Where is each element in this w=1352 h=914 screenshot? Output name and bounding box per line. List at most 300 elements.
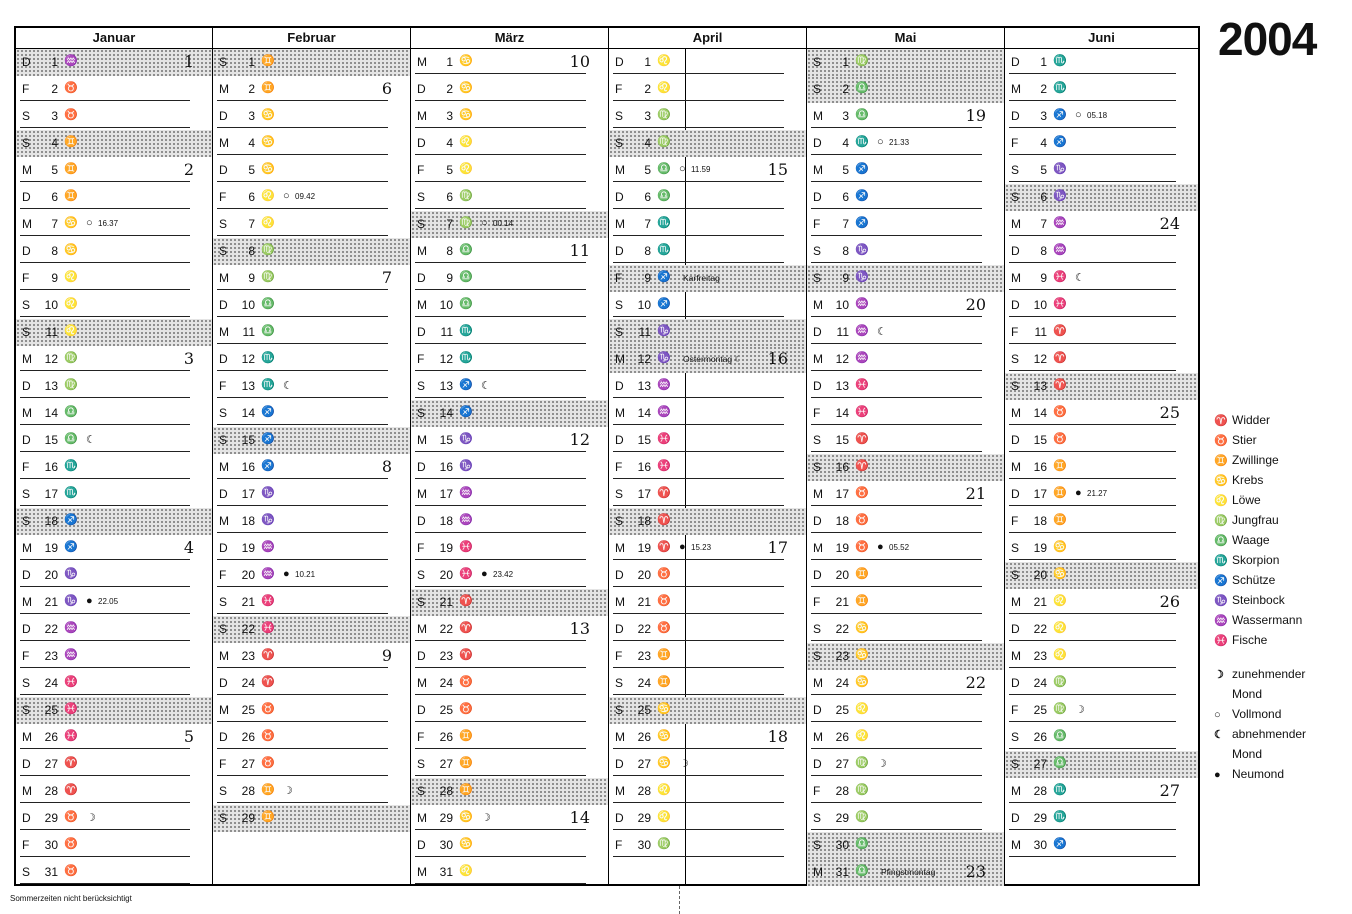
day-row	[213, 724, 410, 751]
weekday-letter: S	[1011, 190, 1020, 204]
day-number: 18	[439, 514, 453, 528]
legend-label: Löwe	[1232, 493, 1261, 507]
writing-line	[415, 829, 586, 830]
legend-label: Steinbock	[1232, 593, 1285, 607]
zodiac-icon: ♎	[657, 163, 671, 175]
day-number: 30	[1033, 838, 1047, 852]
footer-note: Sommerzeiten nicht berücksichtigt	[10, 894, 132, 903]
day-row	[807, 562, 1004, 589]
weekday-letter: S	[417, 406, 426, 420]
writing-line	[613, 829, 784, 830]
writing-line	[811, 532, 982, 533]
day-row	[411, 724, 608, 751]
zodiac-icon: ♐	[261, 433, 275, 445]
writing-line	[613, 478, 784, 479]
day-row	[213, 481, 410, 508]
weekday-letter: F	[813, 217, 821, 231]
writing-line	[217, 343, 388, 344]
zodiac-icon: ♒	[64, 622, 78, 634]
writing-line	[20, 100, 190, 101]
weekday-letter: D	[417, 271, 426, 285]
weekday-letter: S	[615, 136, 624, 150]
writing-line	[811, 721, 982, 722]
day-number: 7	[248, 217, 255, 231]
weekday-letter: F	[615, 460, 623, 474]
month-column-märz	[411, 28, 609, 884]
day-row	[213, 643, 410, 670]
legend-label: Stier	[1232, 433, 1257, 447]
weekday-letter: D	[219, 676, 228, 690]
day-row	[1005, 670, 1198, 697]
day-number: 24	[44, 676, 58, 690]
day-number: 10	[1033, 298, 1047, 312]
day-row	[213, 130, 410, 157]
legend-symbol-icon: ♊	[1214, 455, 1228, 467]
day-number: 25	[637, 703, 651, 717]
zodiac-icon: ♓	[855, 406, 869, 418]
legend-item	[1214, 430, 1349, 450]
zodiac-icon: ♍	[1053, 703, 1067, 715]
writing-line	[811, 586, 982, 587]
moon-phase-icon: ☾	[877, 326, 887, 338]
day-number: 7	[446, 217, 453, 231]
moon-phase-icon: ○	[86, 217, 93, 229]
zodiac-icon: ♒	[261, 541, 275, 553]
weekday-letter: S	[219, 406, 228, 420]
writing-line	[1009, 262, 1176, 263]
weekday-letter: D	[417, 649, 426, 663]
zodiac-icon: ♌	[261, 190, 275, 202]
day-number: 25	[439, 703, 453, 717]
writing-line	[415, 478, 586, 479]
weekday-letter: S	[813, 811, 822, 825]
legend-symbol-icon: ☾	[1214, 729, 1224, 741]
writing-line	[613, 856, 784, 857]
day-row	[16, 724, 212, 751]
moon-phase-icon: ○	[283, 190, 290, 202]
day-row	[411, 238, 608, 265]
writing-line	[613, 613, 784, 614]
zodiac-icon: ♓	[855, 379, 869, 391]
day-row	[609, 535, 806, 562]
zodiac-icon: ♐	[855, 217, 869, 229]
zodiac-icon: ♌	[459, 865, 473, 877]
zodiac-icon: ♐	[1053, 838, 1067, 850]
zodiac-icon: ♎	[459, 271, 473, 283]
writing-line	[811, 208, 982, 209]
day-row	[411, 805, 608, 832]
weekday-letter: D	[417, 136, 426, 150]
day-number: 9	[1040, 271, 1047, 285]
weekday-letter: M	[22, 730, 32, 744]
day-number: 5	[644, 163, 651, 177]
writing-line	[811, 154, 982, 155]
weekday-letter: M	[219, 325, 229, 339]
holiday-label: Karfreitag	[683, 273, 720, 283]
day-row	[16, 832, 212, 859]
day-row	[1005, 508, 1198, 535]
day-row	[807, 346, 1004, 373]
zodiac-icon: ♓	[657, 433, 671, 445]
zodiac-icon: ♏	[1053, 811, 1067, 823]
day-number: 8	[644, 244, 651, 258]
writing-line	[1009, 856, 1176, 857]
week-number: 8	[381, 457, 392, 476]
legend-symbol-icon: ○	[1214, 709, 1221, 721]
weekday-letter: M	[417, 298, 427, 312]
zodiac-icon: ♉	[855, 514, 869, 526]
day-row	[807, 157, 1004, 184]
day-number: 5	[842, 163, 849, 177]
day-row	[807, 373, 1004, 400]
weekday-letter: D	[1011, 298, 1020, 312]
writing-line	[613, 100, 784, 101]
day-number: 21	[1033, 595, 1047, 609]
weekday-letter: D	[22, 190, 31, 204]
day-number: 14	[241, 406, 255, 420]
weekday-letter: D	[813, 325, 822, 339]
writing-line	[217, 424, 388, 425]
zodiac-icon: ♒	[855, 298, 869, 310]
moon-phase-icon: ☾	[481, 380, 491, 392]
day-row	[213, 535, 410, 562]
day-number: 19	[44, 541, 58, 555]
week-number: 15	[767, 160, 788, 179]
writing-line	[415, 208, 586, 209]
day-row	[16, 427, 212, 454]
day-number: 20	[637, 568, 651, 582]
day-number: 4	[248, 136, 255, 150]
legend-label: Fische	[1232, 633, 1268, 647]
day-row	[213, 616, 410, 643]
moon-phase-time: 00.14	[493, 219, 514, 228]
zodiac-icon: ♓	[64, 676, 78, 688]
day-number: 12	[637, 352, 651, 366]
day-number: 25	[1033, 703, 1047, 717]
weekday-letter: D	[813, 379, 822, 393]
legend-symbol-icon: ☽	[1214, 669, 1224, 681]
day-number: 14	[835, 406, 849, 420]
day-row	[411, 211, 608, 238]
week-number: 19	[965, 106, 986, 125]
weekday-letter: S	[615, 325, 624, 339]
day-number: 22	[637, 622, 651, 636]
legend-label: Zwillinge	[1232, 453, 1279, 467]
day-number: 9	[446, 271, 453, 285]
day-row	[807, 454, 1004, 481]
weekday-letter: F	[22, 82, 30, 96]
zodiac-icon: ♊	[459, 784, 473, 796]
day-number: 3	[446, 109, 453, 123]
zodiac-icon: ♒	[1053, 244, 1067, 256]
day-row	[213, 454, 410, 481]
zodiac-icon: ♏	[657, 217, 671, 229]
day-row	[609, 670, 806, 697]
weekday-letter: D	[22, 757, 31, 771]
day-number: 11	[1034, 325, 1047, 339]
weekday-letter: F	[813, 406, 821, 420]
writing-line	[1009, 802, 1176, 803]
weekday-letter: S	[813, 622, 822, 636]
day-number: 5	[1040, 163, 1047, 177]
weekday-letter: S	[615, 703, 624, 717]
writing-line	[217, 559, 388, 560]
legend-item	[1214, 630, 1349, 650]
day-number: 4	[644, 136, 651, 150]
day-number: 4	[842, 136, 849, 150]
day-row	[16, 265, 212, 292]
writing-line	[1009, 73, 1176, 74]
day-row	[807, 319, 1004, 346]
day-number: 7	[842, 217, 849, 231]
weekday-letter: F	[417, 541, 425, 555]
day-row	[1005, 400, 1198, 427]
day-number: 17	[1033, 487, 1047, 501]
day-row	[807, 751, 1004, 778]
day-number: 28	[439, 784, 453, 798]
week-number: 17	[767, 538, 788, 557]
day-number: 29	[241, 811, 255, 825]
zodiac-icon: ♈	[657, 487, 671, 499]
weekday-letter: S	[219, 217, 228, 231]
zodiac-icon: ♓	[261, 595, 275, 607]
day-number: 28	[1033, 784, 1047, 798]
zodiac-icon: ♉	[64, 865, 78, 877]
weekday-letter: F	[22, 649, 30, 663]
zodiac-icon: ♎	[1053, 757, 1067, 769]
zodiac-icon: ♈	[1053, 379, 1067, 391]
writing-line	[811, 235, 982, 236]
zodiac-icon: ♊	[64, 163, 78, 175]
day-number: 16	[835, 460, 849, 474]
writing-line	[20, 829, 190, 830]
zodiac-icon: ♉	[657, 595, 671, 607]
legend-label: Waage	[1232, 533, 1270, 547]
writing-line	[1009, 694, 1176, 695]
weekday-letter: D	[615, 379, 624, 393]
day-row	[807, 643, 1004, 670]
day-number: 24	[1033, 676, 1047, 690]
day-number: 28	[637, 784, 651, 798]
day-number: 18	[835, 514, 849, 528]
legend-symbol-icon: ♐	[1214, 575, 1228, 587]
writing-line	[811, 127, 982, 128]
day-number: 15	[241, 433, 255, 447]
zodiac-icon: ♊	[261, 55, 275, 67]
day-row	[213, 157, 410, 184]
zodiac-icon: ♍	[657, 136, 671, 148]
day-number: 3	[842, 109, 849, 123]
weekday-letter: S	[615, 676, 624, 690]
writing-line	[217, 478, 388, 479]
day-row	[609, 130, 806, 157]
weekday-letter: M	[813, 352, 823, 366]
weekday-letter: S	[22, 865, 31, 879]
weekday-letter: M	[22, 595, 32, 609]
weekday-letter: M	[615, 217, 625, 231]
zodiac-icon: ♌	[1053, 649, 1067, 661]
zodiac-icon: ♒	[855, 352, 869, 364]
legend-item	[1214, 590, 1349, 610]
day-number: 6	[51, 190, 58, 204]
zodiac-icon: ♈	[855, 460, 869, 472]
writing-line	[415, 370, 586, 371]
day-number: 22	[439, 622, 453, 636]
day-number: 23	[637, 649, 651, 663]
day-row	[807, 400, 1004, 427]
writing-line	[217, 694, 388, 695]
day-row	[213, 589, 410, 616]
writing-line	[1009, 613, 1176, 614]
writing-line	[1009, 181, 1176, 182]
weekday-letter: D	[615, 568, 624, 582]
zodiac-icon: ♓	[1053, 271, 1067, 283]
zodiac-icon: ♎	[855, 838, 869, 850]
day-row	[1005, 76, 1198, 103]
zodiac-icon: ♊	[64, 136, 78, 148]
writing-line	[415, 721, 586, 722]
day-number: 20	[439, 568, 453, 582]
day-number: 13	[835, 379, 849, 393]
writing-line	[217, 748, 388, 749]
legend-symbol-icon: ♎	[1214, 535, 1228, 547]
writing-line	[415, 667, 586, 668]
day-number: 6	[644, 190, 651, 204]
month-column-februar	[213, 28, 411, 884]
day-number: 20	[835, 568, 849, 582]
day-number: 26	[835, 730, 849, 744]
zodiac-icon: ♍	[459, 190, 473, 202]
weekday-letter: S	[813, 82, 822, 96]
zodiac-icon: ♐	[64, 541, 78, 553]
weekday-letter: M	[22, 784, 32, 798]
weekday-letter: S	[417, 190, 426, 204]
day-row	[609, 481, 806, 508]
weekday-letter: F	[615, 649, 623, 663]
zodiac-icon: ♌	[657, 811, 671, 823]
day-row	[807, 103, 1004, 130]
zodiac-icon: ♒	[64, 55, 78, 67]
day-number: 12	[44, 352, 58, 366]
day-row	[1005, 589, 1198, 616]
week-number: 20	[965, 295, 986, 314]
zodiac-icon: ♊	[261, 82, 275, 94]
legend-item	[1214, 530, 1349, 550]
moon-phase-time: 10.21	[295, 570, 316, 579]
day-row	[411, 130, 608, 157]
zodiac-icon: ♑	[64, 568, 78, 580]
day-number: 14	[44, 406, 58, 420]
day-row	[411, 535, 608, 562]
day-number: 23	[835, 649, 849, 663]
writing-line	[20, 613, 190, 614]
day-row	[807, 616, 1004, 643]
zodiac-icon: ♑	[1053, 190, 1067, 202]
weekday-letter: M	[1011, 406, 1021, 420]
writing-line	[1009, 100, 1176, 101]
weekday-letter: M	[417, 676, 427, 690]
weekday-letter: F	[417, 352, 425, 366]
moon-phase-time: 16.37	[98, 219, 119, 228]
day-number: 11	[242, 325, 255, 339]
day-row	[1005, 724, 1198, 751]
writing-line	[415, 343, 586, 344]
weekday-letter: F	[417, 730, 425, 744]
zodiac-icon: ♋	[459, 109, 473, 121]
legend-label: Schütze	[1232, 573, 1276, 587]
weekday-letter: S	[1011, 163, 1020, 177]
weekday-letter: D	[219, 109, 228, 123]
moon-phase-icon: ☽	[877, 758, 887, 770]
day-row	[609, 49, 806, 76]
zodiac-icon: ♊	[1053, 487, 1067, 499]
day-row	[213, 562, 410, 589]
weekday-letter: M	[813, 109, 823, 123]
day-number: 1	[446, 55, 453, 69]
writing-line	[20, 262, 190, 263]
weekday-letter: S	[417, 757, 426, 771]
month-column-juni	[1005, 28, 1198, 884]
day-row	[213, 400, 410, 427]
zodiac-icon: ♒	[855, 325, 869, 337]
day-number: 9	[644, 271, 651, 285]
day-row	[411, 454, 608, 481]
day-number: 10	[439, 298, 453, 312]
legend-label: Jungfrau	[1232, 513, 1279, 527]
zodiac-icon: ♓	[261, 622, 275, 634]
day-number: 26	[1033, 730, 1047, 744]
writing-line	[20, 802, 190, 803]
day-number: 27	[1033, 757, 1047, 771]
weekday-letter: M	[615, 595, 625, 609]
legend-item	[1214, 724, 1349, 744]
weekday-letter: S	[219, 622, 228, 636]
day-row	[411, 49, 608, 76]
writing-line	[1009, 316, 1176, 317]
zodiac-icon: ♋	[1053, 541, 1067, 553]
moon-phase-icon: ☽	[679, 758, 689, 770]
zodiac-icon: ♈	[459, 595, 473, 607]
moon-phase-icon: ○	[877, 136, 884, 148]
zodiac-icon: ♉	[261, 730, 275, 742]
day-number: 22	[44, 622, 58, 636]
day-row	[16, 319, 212, 346]
weekday-letter: M	[219, 271, 229, 285]
zodiac-icon: ♈	[1053, 352, 1067, 364]
zodiac-icon: ♈	[261, 676, 275, 688]
weekday-letter: D	[219, 730, 228, 744]
writing-line	[811, 748, 982, 749]
day-row	[411, 184, 608, 211]
weekday-letter: S	[813, 838, 822, 852]
zodiac-icon: ♉	[64, 838, 78, 850]
day-number: 1	[248, 55, 255, 69]
day-row	[1005, 130, 1198, 157]
day-row	[807, 697, 1004, 724]
day-number: 3	[248, 109, 255, 123]
zodiac-icon: ♌	[1053, 595, 1067, 607]
zodiac-icon: ♍	[855, 811, 869, 823]
writing-line	[811, 262, 982, 263]
day-row	[213, 49, 410, 76]
day-number: 20	[241, 568, 255, 582]
moon-phase-time: 21.27	[1087, 489, 1108, 498]
moon-phase-time: 05.18	[1087, 111, 1108, 120]
weekday-letter: S	[219, 55, 228, 69]
month-header: Juni	[1005, 28, 1198, 49]
weekday-letter: F	[813, 784, 821, 798]
moon-phase-time: 11.59	[691, 165, 711, 174]
